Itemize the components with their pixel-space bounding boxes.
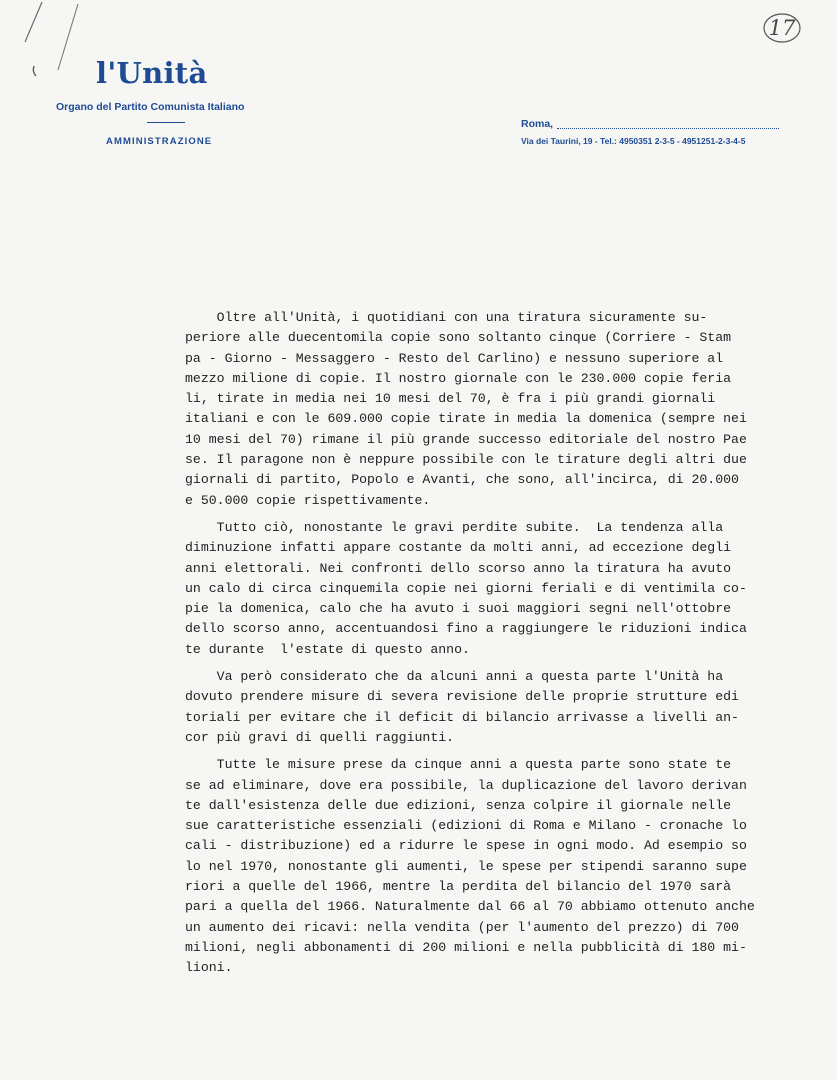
text-line: mezzo milione di copie. Il nostro giornale con le 230.000 copie feria <box>185 370 732 386</box>
text-line: e 50.000 copie rispettivamente. <box>185 492 431 508</box>
paragraph <box>185 755 795 978</box>
text-line: 10 mesi del 70) rimane il più grande successo editoriale del nostro Pae <box>185 431 747 447</box>
text-line: pari a quella del 1966. Naturalmente dal 66 al 70 abbiamo ottenuto anche <box>185 899 755 915</box>
city-label: Roma, <box>521 118 554 130</box>
date-dotted-line <box>557 128 779 130</box>
text-line: Oltre all'Unità, i quotidiani con una tiratura sicuramente su- <box>185 310 708 325</box>
text-line: pa - Giorno - Messaggero - Resto del Carlino) e nessuno superiore al <box>185 350 724 366</box>
text-line: anni elettorali. Nei confronti dello scorso anno la tiratura ha avuto <box>185 560 732 576</box>
paragraph <box>185 308 795 511</box>
text-line: lo nel 1970, nonostante gli aumenti, le spese per stipendi saranno supe <box>185 858 747 874</box>
text-line: diminuzione infatti appare costante da molti anni, ad eccezione degli <box>185 540 732 556</box>
paragraph <box>185 518 795 660</box>
street-address: Via dei Taurini, 19 - Tel.: 4950351 2-3-5 - 4951251-2-3-4-5 <box>521 136 746 146</box>
newspaper-logo: l'Unità <box>96 56 208 90</box>
text-line: un calo di circa cinquemila copie nei giorni feriali e di ventimila co- <box>185 580 747 596</box>
paragraph <box>185 667 795 748</box>
text-line: milioni, negli abbonamenti di 200 milioni e nella pubblicità di 180 mi- <box>185 939 747 955</box>
department-label: AMMINISTRAZIONE <box>106 136 213 147</box>
text-line: te durante l'estate di questo anno. <box>185 641 470 657</box>
letterhead-divider <box>147 122 185 123</box>
text-line: un aumento dei ricavi: nella vendita (per l'aumento del prezzo) di 700 <box>185 919 739 935</box>
text-line: sue caratteristiche essenziali (edizioni di Roma e Milano - cronache lo <box>185 818 747 834</box>
text-line: giornali di partito, Popolo e Avanti, che sono, all'incirca, di 20.000 <box>185 472 739 488</box>
text-line: te dall'esistenza delle due edizioni, senza colpire il giornale nelle <box>185 797 732 813</box>
text-line: cali - distribuzione) ed a ridurre le spese in ogni modo. Ad esempio so <box>185 838 747 854</box>
letter-body <box>185 308 795 979</box>
text-line: Tutto ciò, nonostante le gravi perdite subite. La tendenza alla <box>185 519 724 535</box>
letterhead-subtitle: Organo del Partito Comunista Italiano <box>56 101 245 113</box>
text-line: dello scorso anno, accentuandosi fino a raggiungere le riduzioni indica <box>185 621 747 637</box>
text-line: dovuto prendere misure di severa revisione delle proprie strutture edi <box>185 689 739 705</box>
text-line: se. Il paragone non è neppure possibile con le tirature degli altri due <box>185 452 747 468</box>
text-line: Tutte le misure prese da cinque anni a questa parte sono state te <box>185 757 732 773</box>
text-line: italiani e con le 609.000 copie tirate in media la domenica (sempre nei <box>185 411 747 427</box>
text-line: toriali per evitare che il deficit di bilancio arrivasse a livelli an- <box>185 709 739 725</box>
text-line: Va però considerato che da alcuni anni a questa parte l'Unità ha <box>185 669 724 685</box>
text-line: lioni. <box>185 960 233 976</box>
text-line: riori a quelle del 1966, mentre la perdita del bilancio del 1970 sarà <box>185 879 732 895</box>
text-line: cor più gravi di quelli raggiunti. <box>185 729 455 745</box>
text-line: pie la domenica, calo che ha avuto i suoi maggiori segni nell'ottobre <box>185 601 732 617</box>
text-line: periore alle duecentomila copie sono soltanto cinque (Corriere - Stam <box>185 330 732 346</box>
text-line: se ad eliminare, dove era possibile, la duplicazione del lavoro derivan <box>185 777 747 793</box>
text-line: li, tirate in media nei 10 mesi del 70, è fra i più grandi giornali <box>185 391 716 407</box>
handwritten-page-number: 17 <box>762 12 802 44</box>
